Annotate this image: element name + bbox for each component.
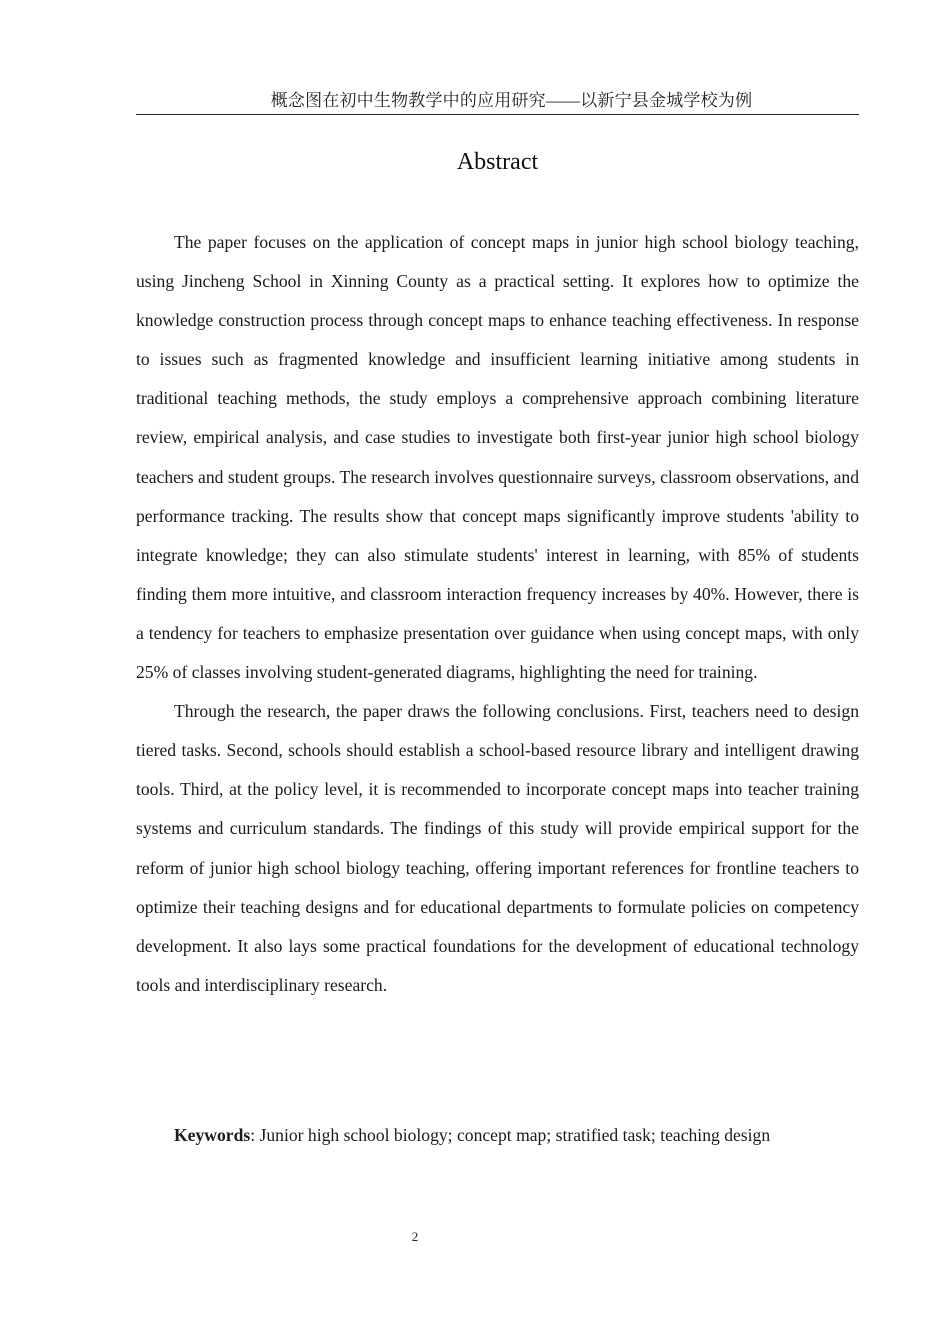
- abstract-body: [136, 223, 859, 1005]
- abstract-paragraph-1: The paper focuses on the application of concept maps in junior high school biology teaching, using Jincheng School in Xinning County as a practical setting. It explores how to optimize the knowledge construction process through concept maps to enhance teaching effectiveness. In response to issues such as fragmented knowledge and insufficient learning initiative among students in traditional teaching methods, the study employs a comprehensive approach combining literature review, empirical analysis, and case studies to investigate both first-year junior high school biology teachers and student groups. The research involves questionnaire surveys, classroom observations, and performance tracking. The results show that concept maps significantly improve students 'ability to integrate knowledge; they can also stimulate students' interest in learning, with 85% of students finding them more intuitive, and classroom interaction frequency increases by 40%. However, there is a tendency for teachers to emphasize presentation over guidance when using concept maps, with only 25% of classes involving student-generated diagrams, highlighting the need for training.: [136, 232, 859, 683]
- abstract-heading: Abstract: [456, 149, 539, 175]
- keywords-text: : Junior high school biology; concept map; stratified task; teaching design: [250, 1125, 771, 1145]
- page-number: 2: [411, 1229, 419, 1244]
- keywords-line: [136, 1116, 859, 1155]
- keywords-label: Keywords: [174, 1125, 251, 1145]
- running-header: [136, 88, 859, 115]
- abstract-paragraph-2: Through the research, the paper draws the following conclusions. First, teachers need to design tiered tasks. Second, schools should establish a school-based resource library and intelligent drawing tools. Third, at the policy level, it is recommended to incorporate concept maps into teacher training systems and curriculum standards. The findings of this study will provide empirical support for the reform of junior high school biology teaching, offering important references for frontline teachers to optimize their teaching designs and for educational departments to formulate policies on competency development. It also lays some practical foundations for the development of educational technology tools and interdisciplinary research.: [136, 701, 859, 995]
- running-header-title: 概念图在初中生物教学中的应用研究——以新宁县金城学校为例: [270, 91, 753, 110]
